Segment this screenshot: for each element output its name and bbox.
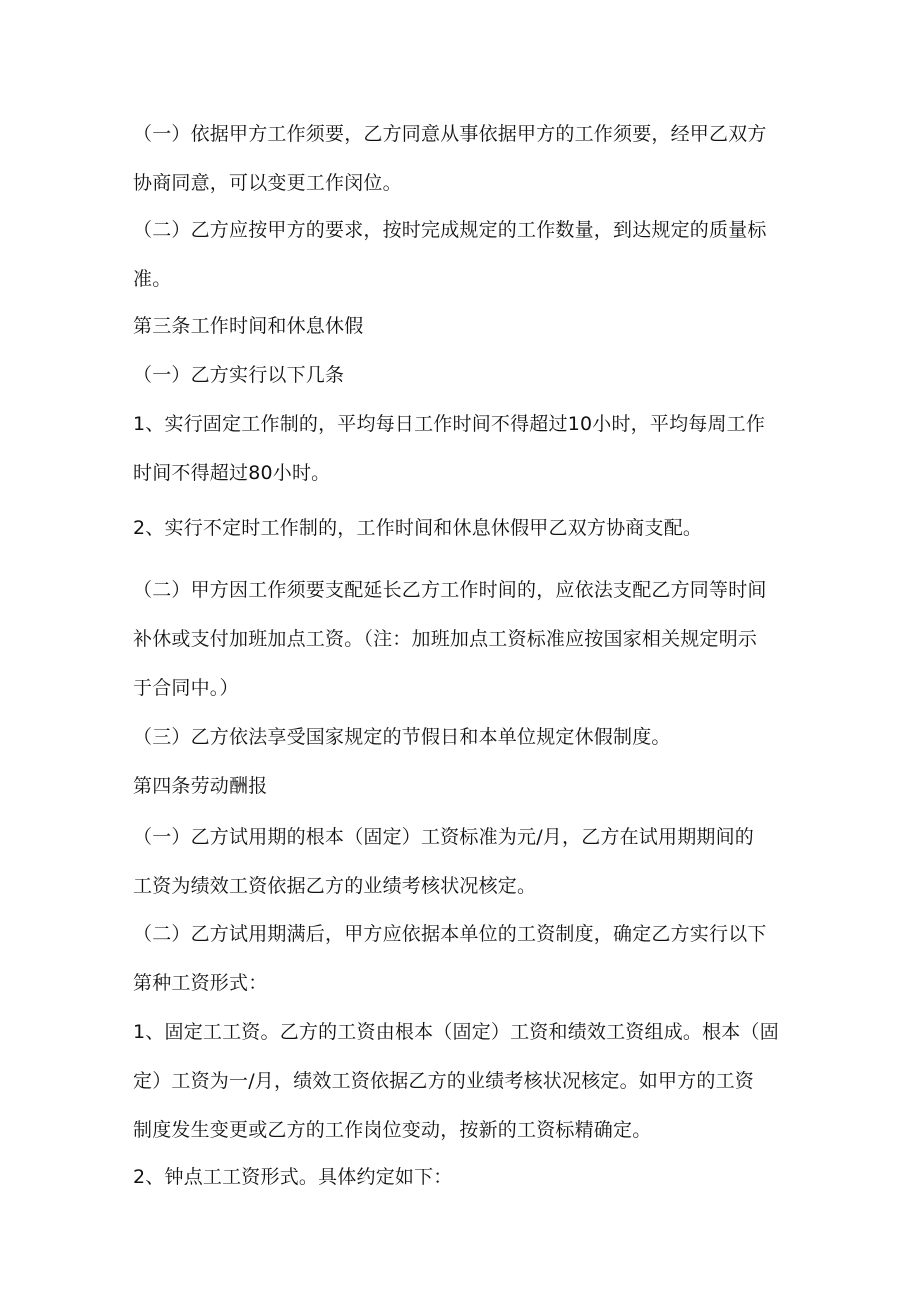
text-line: 第三条工作时间和休息休假 xyxy=(133,315,364,337)
paragraph-7 xyxy=(133,713,793,762)
paragraph-10 xyxy=(133,1008,793,1155)
paragraph-5 xyxy=(133,504,793,553)
text-line: 补休或支付加班加点工资。（注：加班加点工资标准应按国家相关规定明示 xyxy=(133,628,758,650)
paragraph-11 xyxy=(133,1153,793,1202)
paragraph-1 xyxy=(133,110,793,208)
text-line: （三）乙方依法享受国家规定的节假日和本单位规定休假制度。 xyxy=(133,726,671,748)
text-line: 协商同意，可以变更工作闵位。 xyxy=(133,172,402,194)
text-line: 第四条劳动酬报 xyxy=(133,775,268,797)
text-line: 定）工资为一/月，绩效工资依据乙方的业绩考核状况核定。如甲方的工资 xyxy=(133,1070,755,1092)
text-line: 于合同中。） xyxy=(133,677,239,699)
text-line: （一）依据甲方工作须要，乙方同意从事依据甲方的工作须要，经甲乙双方 xyxy=(133,123,767,145)
paragraph-4 xyxy=(133,400,793,498)
text-line: 1、实行固定工作制的，平均每日工作时间不得超过10小时，平均每周工作 xyxy=(133,413,766,435)
text-line: （一）乙方实行以下几条 xyxy=(133,364,345,386)
paragraph-2 xyxy=(133,206,793,304)
text-line: （二）乙方试用期满后，甲方应依据本单位的工资制度，确定乙方实行以下 xyxy=(133,923,767,945)
paragraph-6 xyxy=(133,566,793,713)
text-line: （一）乙方试用期的根本（固定）工资标准为元/月，乙方在试用期期间的 xyxy=(133,826,755,848)
article-3-heading xyxy=(133,302,793,351)
text-line: 时间不得超过80小时。 xyxy=(133,462,331,484)
text-line: 准。 xyxy=(133,268,172,290)
paragraph-8 xyxy=(133,813,793,911)
text-line: 工资为绩效工资依据乙方的业绩考核状况核定。 xyxy=(133,875,537,897)
paragraph-3 xyxy=(133,351,793,400)
paragraph-9 xyxy=(133,910,793,1008)
text-line: 2、实行不定时工作制的，工作时间和休息休假甲乙双方协商支配。 xyxy=(133,517,703,539)
article-4-heading xyxy=(133,762,793,811)
text-line: 制度发生变更或乙方的工作岗位变动，按新的工资标精确定。 xyxy=(133,1119,652,1141)
text-line: 1、固定工工资。乙方的工资由根本（固定）工资和绩效工资组成。根本（固 xyxy=(133,1021,779,1043)
text-line: 2、钟点工工资形式。具体约定如下： xyxy=(133,1166,453,1188)
text-line: （二）甲方因工作须要支配延长乙方工作时间的，应依法支配乙方同等时间 xyxy=(133,579,767,601)
text-line: 第种工资形式： xyxy=(133,972,268,994)
text-line: （二）乙方应按甲方的要求，按时完成规定的工作数量，到达规定的质量标 xyxy=(133,219,767,241)
